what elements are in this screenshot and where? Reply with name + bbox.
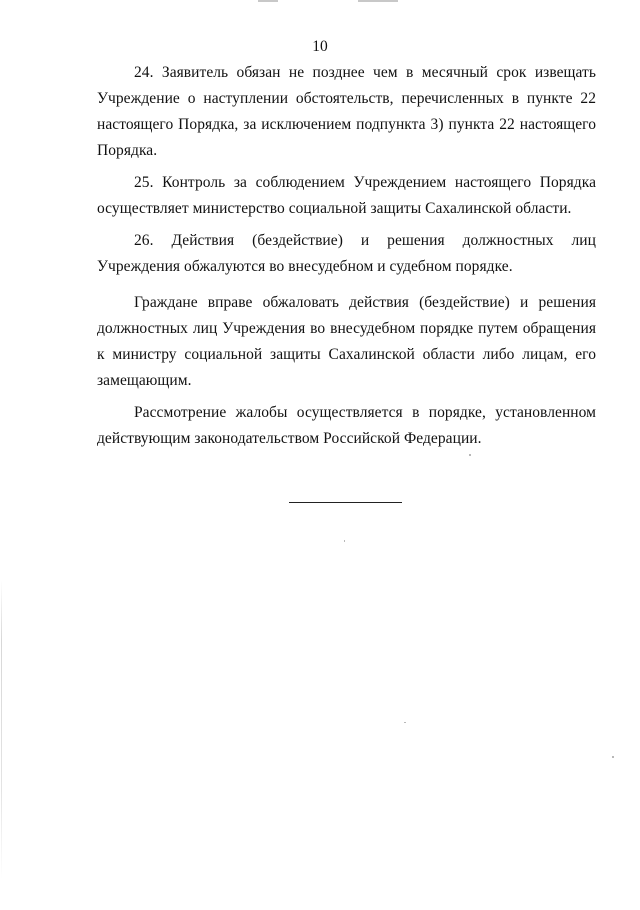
paragraph-26: 26. Действия (бездействие) и решения должностных лиц Учреждения обжалуются во внесудебном и судебном порядке. <box>97 232 596 275</box>
paragraph-appeal-rights: Граждане вправе обжаловать действия (бездействие) и решения должностных лиц Учреждения во внесудебном порядке путем обращения к министру социальной защиты Сахалинской области либо лицам, его замещающим. <box>97 294 596 389</box>
scan-speck <box>344 540 345 542</box>
end-of-document-rule <box>289 502 402 503</box>
scan-speck <box>612 756 614 758</box>
scan-edge-shadow <box>1 580 2 880</box>
paragraph-24: 24. Заявитель обязан не позднее чем в месячный срок извещать Учреждение о наступлении обстоятельств, перечисленных в пункте 22 настоящего Порядка, за исключением подпункта 3) пункта 22 настоящего Порядка. <box>97 64 596 159</box>
paragraph-25: 25. Контроль за соблюдением Учреждением настоящего Порядка осуществляет министерство социальной защиты Сахалинской области. <box>97 174 596 217</box>
scan-artifact <box>358 0 398 2</box>
document-body <box>97 60 596 458</box>
page-number: 10 <box>312 38 328 55</box>
scan-artifact <box>258 0 278 2</box>
scan-speck <box>404 722 406 723</box>
paragraph-complaint-review: Рассмотрение жалобы осуществляется в порядке, установленном действующим законодательством Российской Федерации. <box>97 404 596 447</box>
